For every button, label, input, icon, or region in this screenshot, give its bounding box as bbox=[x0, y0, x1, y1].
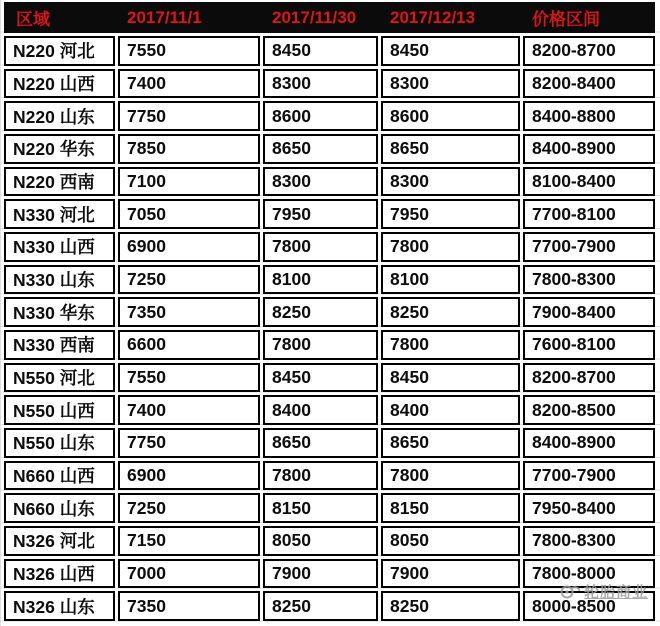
table-cell: 7250 bbox=[118, 493, 260, 523]
region-cell: N330 山西 bbox=[4, 232, 115, 262]
table-cell: 8050 bbox=[263, 526, 378, 556]
table-cell: 8600 bbox=[263, 101, 378, 131]
region-cell: N550 山西 bbox=[4, 395, 115, 425]
region-cell: N330 山东 bbox=[4, 265, 115, 295]
table-cell: 6600 bbox=[118, 330, 260, 360]
table-cell: 7950 bbox=[263, 199, 378, 229]
table-cell: 8400 bbox=[381, 395, 520, 425]
region-cell: N550 山东 bbox=[4, 428, 115, 458]
column-header-2: 2017/11/30 bbox=[272, 7, 357, 27]
table-cell: 8400 bbox=[263, 395, 378, 425]
table-cell: 7800 bbox=[381, 330, 520, 360]
table-cell: 8150 bbox=[263, 493, 378, 523]
table-cell: 8200-8500 bbox=[523, 395, 655, 425]
table-cell: 8600 bbox=[381, 101, 520, 131]
region-cell: N326 河北 bbox=[4, 526, 115, 556]
region-cell: N550 河北 bbox=[4, 363, 115, 393]
price-table bbox=[4, 36, 655, 621]
table-cell: 7800 bbox=[263, 461, 378, 491]
table-cell: 8250 bbox=[263, 591, 378, 621]
table-cell: 7400 bbox=[118, 69, 260, 99]
region-cell: N326 山西 bbox=[4, 559, 115, 589]
table-header-row bbox=[4, 2, 655, 33]
table-cell: 7550 bbox=[118, 363, 260, 393]
table-cell: 7100 bbox=[118, 167, 260, 197]
region-cell: N660 山东 bbox=[4, 493, 115, 523]
table-cell: 6900 bbox=[118, 461, 260, 491]
region-cell: N220 西南 bbox=[4, 167, 115, 197]
table-cell: 8450 bbox=[263, 36, 378, 66]
table-cell: 7800 bbox=[381, 461, 520, 491]
region-cell: N220 山东 bbox=[4, 101, 115, 131]
table-cell: 8200-8700 bbox=[523, 363, 655, 393]
table-cell: 7850 bbox=[118, 134, 260, 164]
table-cell: 8100-8400 bbox=[523, 167, 655, 197]
column-header-4: 价格区间 bbox=[532, 10, 600, 29]
table-cell: 8000-8500 bbox=[523, 591, 655, 621]
table-cell: 8450 bbox=[381, 363, 520, 393]
table-cell: 8300 bbox=[263, 167, 378, 197]
table-cell: 8650 bbox=[263, 134, 378, 164]
table-cell: 7750 bbox=[118, 428, 260, 458]
table-cell: 8400-8900 bbox=[523, 428, 655, 458]
column-header-3: 2017/12/13 bbox=[390, 7, 476, 27]
table-cell: 7700-8100 bbox=[523, 199, 655, 229]
table-cell: 7800-8000 bbox=[523, 559, 655, 589]
table-cell: 8100 bbox=[263, 265, 378, 295]
table-cell: 7550 bbox=[118, 36, 260, 66]
region-cell: N330 华东 bbox=[4, 297, 115, 327]
table-cell: 7150 bbox=[118, 526, 260, 556]
table-cell: 8650 bbox=[381, 428, 520, 458]
table-cell: 7900 bbox=[381, 559, 520, 589]
table-cell: 8150 bbox=[381, 493, 520, 523]
table-cell: 8250 bbox=[263, 297, 378, 327]
table-cell: 8050 bbox=[381, 526, 520, 556]
region-cell: N660 山西 bbox=[4, 461, 115, 491]
table-cell: 7000 bbox=[118, 559, 260, 589]
table-cell: 7900-8400 bbox=[523, 297, 655, 327]
table-cell: 7800 bbox=[263, 232, 378, 262]
table-cell: 7600-8100 bbox=[523, 330, 655, 360]
table-cell: 7250 bbox=[118, 265, 260, 295]
table-cell: 8300 bbox=[381, 69, 520, 99]
table-cell: 7800 bbox=[381, 232, 520, 262]
region-cell: N326 山东 bbox=[4, 591, 115, 621]
table-cell: 7700-7900 bbox=[523, 461, 655, 491]
table-cell: 8300 bbox=[263, 69, 378, 99]
table-cell: 8100 bbox=[381, 265, 520, 295]
column-header-0: 区域 bbox=[16, 10, 50, 29]
table-cell: 7050 bbox=[118, 199, 260, 229]
table-cell: 8400-8900 bbox=[523, 134, 655, 164]
table-cell: 7800-8300 bbox=[523, 526, 655, 556]
table-cell: 7800 bbox=[263, 330, 378, 360]
table-cell: 7350 bbox=[118, 297, 260, 327]
table-cell: 8450 bbox=[263, 363, 378, 393]
table-cell: 7400 bbox=[118, 395, 260, 425]
region-cell: N330 河北 bbox=[4, 199, 115, 229]
table-cell: 7350 bbox=[118, 591, 260, 621]
table-cell: 8400-8800 bbox=[523, 101, 655, 131]
region-cell: N220 山西 bbox=[4, 69, 115, 99]
region-cell: N220 华东 bbox=[4, 134, 115, 164]
table-cell: 8650 bbox=[381, 134, 520, 164]
region-cell: N220 河北 bbox=[4, 36, 115, 66]
region-cell: N330 西南 bbox=[4, 330, 115, 360]
column-header-1: 2017/11/1 bbox=[127, 7, 202, 27]
table-cell: 8200-8700 bbox=[523, 36, 655, 66]
table-cell: 8450 bbox=[381, 36, 520, 66]
table-cell: 7900 bbox=[263, 559, 378, 589]
watermark-text: 轮胎商业 bbox=[583, 584, 648, 601]
table-cell: 7750 bbox=[118, 101, 260, 131]
table-cell: 8300 bbox=[381, 167, 520, 197]
table-cell: 8250 bbox=[381, 297, 520, 327]
table-cell: 7950-8400 bbox=[523, 493, 655, 523]
table-cell: 8650 bbox=[263, 428, 378, 458]
table-cell: 7800-8300 bbox=[523, 265, 655, 295]
table-cell: 6900 bbox=[118, 232, 260, 262]
table-cell: 7700-7900 bbox=[523, 232, 655, 262]
table-cell: 8200-8400 bbox=[523, 69, 655, 99]
table-cell: 8250 bbox=[381, 591, 520, 621]
table-cell: 7950 bbox=[381, 199, 520, 229]
